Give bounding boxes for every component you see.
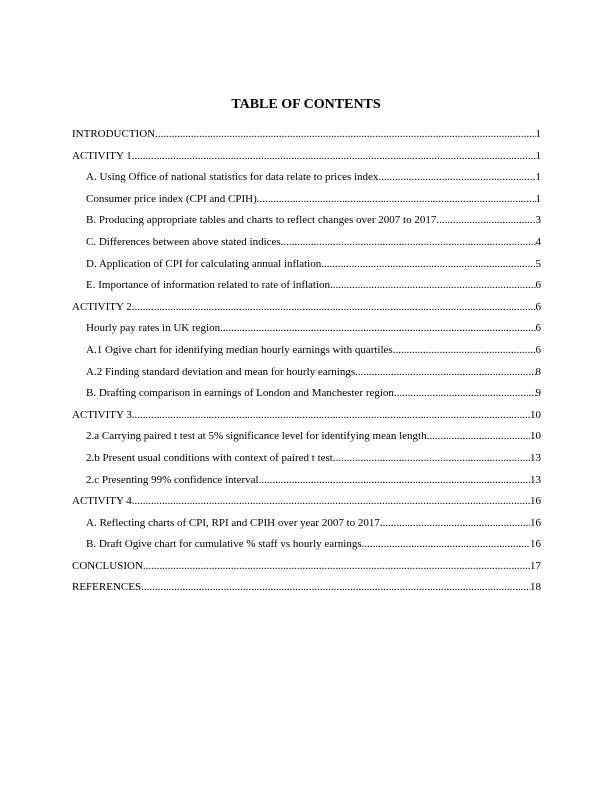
toc-entry[interactable] <box>72 515 541 537</box>
toc-page-number: 6 <box>535 300 541 313</box>
toc-entry[interactable] <box>72 364 541 386</box>
toc-entry[interactable] <box>72 234 541 256</box>
toc-entry-text: E. Importance of information related to rate of inflation <box>86 279 331 292</box>
toc-dot-leader <box>132 407 530 423</box>
toc-dot-leader <box>380 515 530 531</box>
toc-entry-text: ACTIVITY 1 <box>72 149 132 162</box>
toc-page-number: 8 <box>535 365 541 378</box>
toc-entry-text: A. Using Office of national statistics for data relate to prices index <box>86 171 379 184</box>
toc-page-number: 6 <box>535 279 541 292</box>
toc-page-number: 4 <box>535 235 541 248</box>
toc-entry[interactable] <box>72 493 541 515</box>
toc-page-number: 10 <box>530 408 541 421</box>
toc-dot-leader <box>394 385 536 401</box>
toc-entry-text: A.2 Finding standard deviation and mean for hourly earnings <box>86 365 356 378</box>
toc-entry[interactable] <box>72 169 541 191</box>
toc-entry-text: Consumer price index (CPI and CPIH) <box>86 192 257 205</box>
toc-entry[interactable] <box>72 536 541 558</box>
toc-entry-text: 2.a Carrying paired t test at 5% significance level for identifying mean length <box>86 430 427 443</box>
toc-page-number: 9 <box>535 387 541 400</box>
toc-dot-leader <box>220 320 535 336</box>
toc-dot-leader <box>333 450 530 466</box>
toc-entry[interactable] <box>72 126 541 148</box>
toc-entry[interactable] <box>72 320 541 342</box>
toc-entry-text: 2.c Presenting 99% confidence interval <box>86 473 259 486</box>
toc-entry-text: 2.b Present usual conditions with context of paired t test <box>86 451 333 464</box>
toc-entry[interactable] <box>72 148 541 170</box>
toc-entry[interactable] <box>72 212 541 234</box>
toc-dot-leader <box>141 579 530 595</box>
toc-entry-text: REFERENCES <box>72 581 142 594</box>
toc-entry[interactable] <box>72 256 541 278</box>
toc-dot-leader <box>155 126 535 142</box>
toc-entry-text: B. Producing appropriate tables and charts to reflect changes over 2007 to 2017 <box>86 214 437 227</box>
toc-entry-text: INTRODUCTION <box>72 128 156 140</box>
toc-entry[interactable] <box>72 191 541 213</box>
toc-dot-leader <box>132 299 536 315</box>
toc-entry[interactable] <box>72 407 541 429</box>
toc-entry[interactable] <box>72 558 541 580</box>
toc-page-number: 3 <box>535 214 541 227</box>
page-title: TABLE OF CONTENTS <box>231 97 381 112</box>
toc-dot-leader <box>132 493 530 509</box>
toc-dot-leader <box>378 169 535 185</box>
toc-entry-text: C. Differences between above stated indices <box>86 235 281 248</box>
toc-page-number: 16 <box>530 516 541 529</box>
toc-entry[interactable] <box>72 342 541 364</box>
toc-page-number: 6 <box>535 322 541 335</box>
toc-entry-text: ACTIVITY 2 <box>72 300 132 313</box>
toc-page-number: 5 <box>535 257 541 270</box>
toc-entry-text: D. Application of CPI for calculating annual inflation <box>86 257 322 270</box>
toc-entry-text: Hourly pay rates in UK region <box>86 322 221 335</box>
toc-dot-leader <box>321 256 535 272</box>
toc-entry[interactable] <box>72 450 541 472</box>
toc-dot-leader <box>436 212 535 228</box>
toc-entry[interactable] <box>72 277 541 299</box>
toc-page-number: 16 <box>530 495 541 508</box>
toc-dot-leader <box>143 558 530 574</box>
toc-entry-text: B. Draft Ogive chart for cumulative % staff vs hourly earnings <box>86 538 362 551</box>
toc-entry-text: CONCLUSION <box>72 559 143 572</box>
toc-entry-text: ACTIVITY 3 <box>72 408 132 421</box>
toc-entry[interactable] <box>72 428 541 450</box>
toc-entry[interactable] <box>72 299 541 321</box>
toc-page-number: 13 <box>530 451 541 464</box>
toc-page-number: 13 <box>530 473 541 486</box>
toc-page-number: 1 <box>535 128 541 140</box>
toc-dot-leader <box>281 234 536 250</box>
toc-page-number: 16 <box>530 538 541 551</box>
toc-entry-text: B. Drafting comparison in earnings of London and Manchester region <box>86 387 394 400</box>
toc-dot-leader <box>257 191 536 207</box>
toc-entry-text: A. Reflecting charts of CPI, RPI and CPIH over year 2007 to 2017 <box>86 516 380 529</box>
toc-page-number: 6 <box>535 343 541 356</box>
toc-page-number: 17 <box>530 559 541 572</box>
toc-dot-leader <box>259 472 530 488</box>
toc-page-number: 1 <box>535 171 541 184</box>
toc-entry[interactable] <box>72 472 541 494</box>
toc-page-number: 1 <box>535 192 541 205</box>
table-of-contents <box>72 126 541 601</box>
toc-entry[interactable] <box>72 385 541 407</box>
toc-entry-text: ACTIVITY 4 <box>72 495 132 508</box>
toc-dot-leader <box>427 428 530 444</box>
toc-entry[interactable] <box>72 579 541 601</box>
toc-dot-leader <box>362 536 530 552</box>
toc-page-number: 18 <box>530 581 541 594</box>
toc-dot-leader <box>393 342 536 358</box>
toc-dot-leader <box>355 364 535 380</box>
toc-entry-text: A.1 Ogive chart for identifying median hourly earnings with quartiles <box>86 343 393 356</box>
toc-page-number: 10 <box>530 430 541 443</box>
toc-dot-leader <box>132 148 536 164</box>
toc-dot-leader <box>330 277 535 293</box>
toc-page-number: 1 <box>535 149 541 162</box>
